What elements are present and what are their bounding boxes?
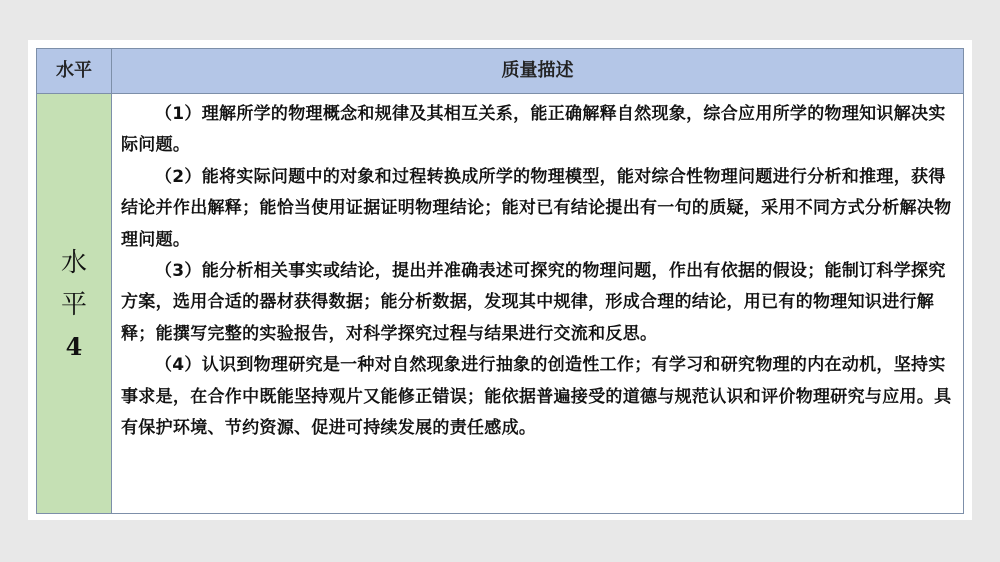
quality-table — [36, 48, 964, 514]
description-paragraph-2: （2）能将实际问题中的对象和过程转换成所学的物理模型，能对综合性物理问题进行分析和推理，获得结论并作出解释；能恰当使用证据证明物理结论；能对已有结论提出有一句的质疑，采用不同方式分析解决物理问题。 — [121, 166, 952, 250]
header-description: 质量描述 — [501, 60, 574, 81]
level-number: 4 — [65, 332, 83, 361]
header-level: 水平 — [37, 49, 112, 93]
level-cell — [37, 94, 112, 513]
description-paragraph-1: （1）理解所学的物理概念和规律及其相互关系，能正确解释自然现象，综合应用所学的物理知识解决实际问题。 — [121, 104, 946, 156]
table-header-row — [37, 49, 963, 94]
description-cell — [121, 99, 953, 509]
level-label — [37, 242, 111, 368]
description-paragraph-3: （3）能分析相关事实或结论，提出并准确表述可探究的物理问题，作出有依据的假设；能制订科学探究方案，选用合适的器材获得数据；能分析数据，发现其中规律，形成合理的结论，用已有的物理知识进行解释；能撰写完整的实验报告，对科学探究过程与结果进行交流和反思。 — [121, 261, 946, 344]
slide — [28, 40, 972, 520]
level-char: 水 — [60, 248, 87, 278]
description-paragraph-4: （4）认识到物理研究是一种对自然现象进行抽象的创造性工作；有学习和研究物理的内在动机，坚持实事求是，在合作中既能坚持观片又能修正错误；能依据普遍接受的道德与规范认识和评价物理研究与应用。具有保护环境、节约资源、促进可持续发展的责任感成。 — [121, 355, 952, 439]
level-char: 平 — [60, 290, 87, 320]
